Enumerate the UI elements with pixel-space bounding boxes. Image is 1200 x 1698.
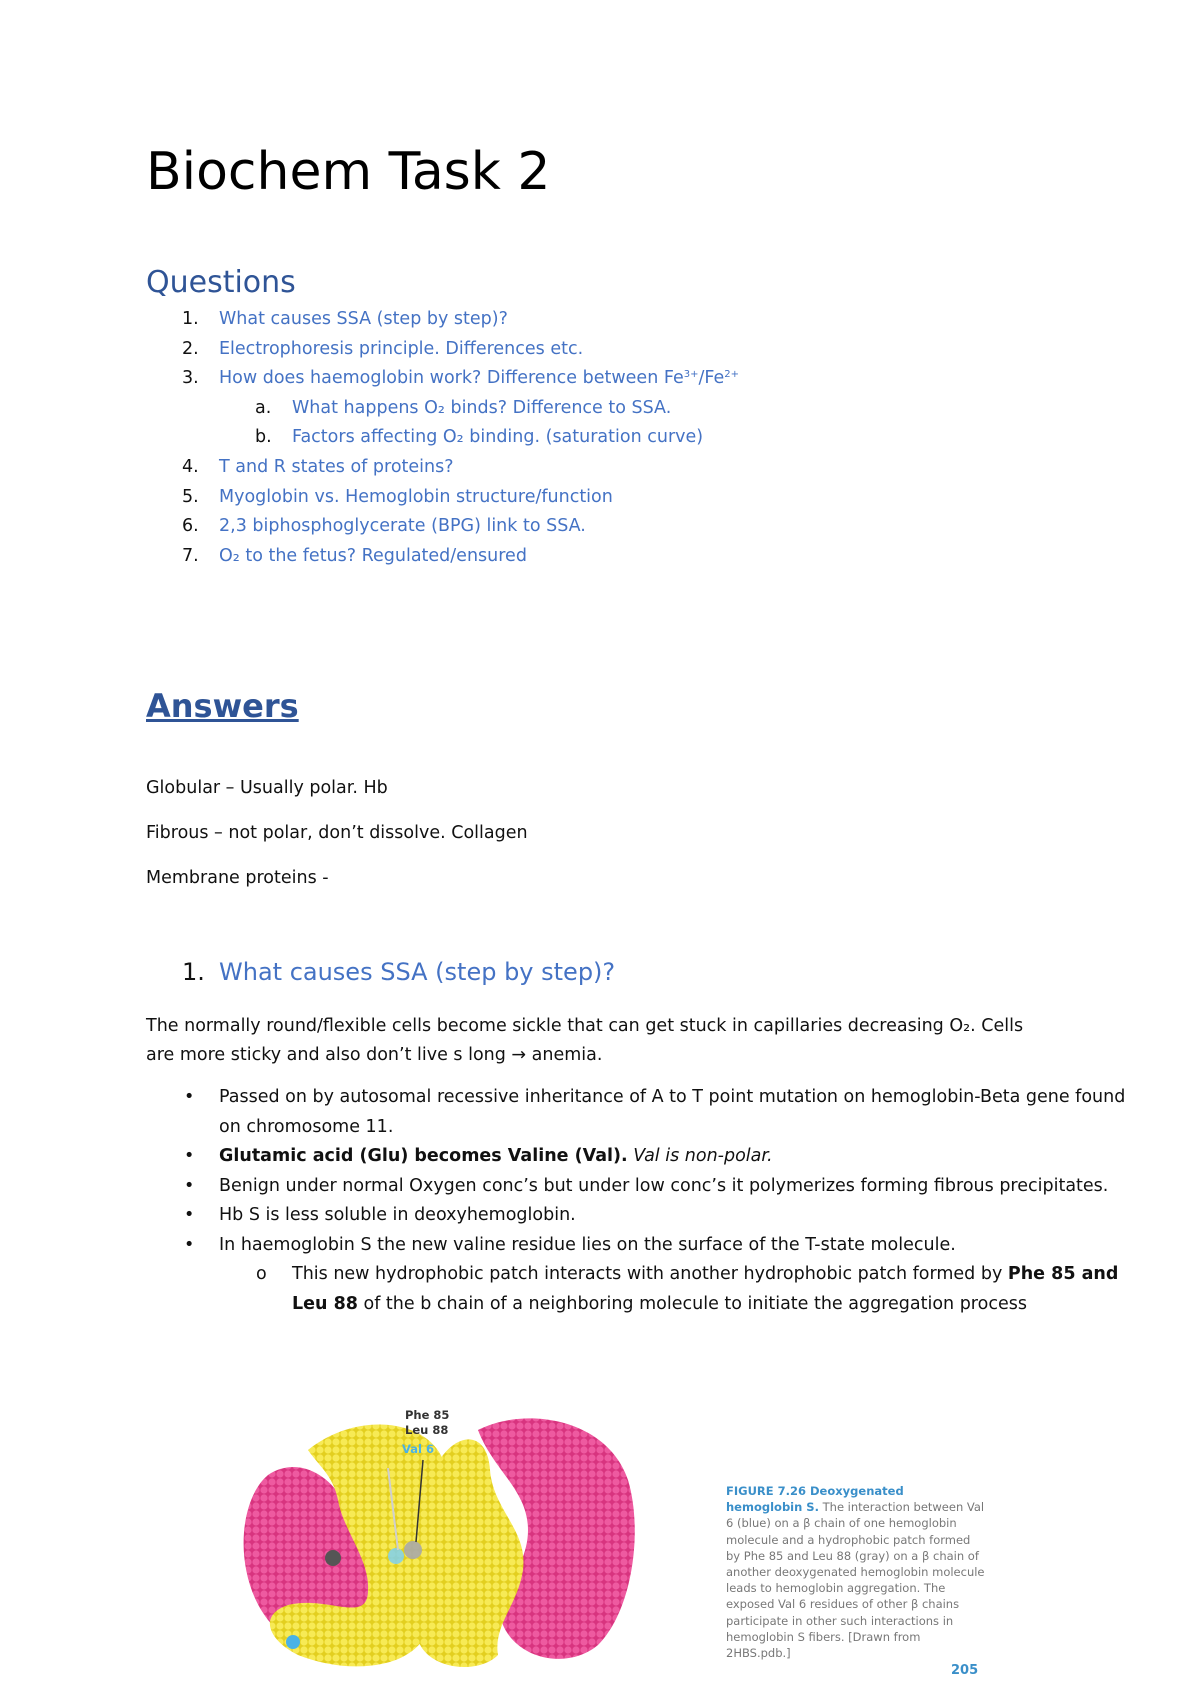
question-item: 1. What causes SSA (step by step)?: [146, 305, 1046, 335]
hydrophobic-patch-left: [325, 1550, 341, 1566]
page-number: 205: [951, 1663, 979, 1678]
hemoglobin-figure: [228, 1390, 728, 1675]
hemoglobin-s-molecule-image: [228, 1390, 728, 1675]
figure-label-phe: Phe 85: [405, 1408, 450, 1422]
questions-heading: Questions: [146, 265, 296, 300]
question-text: 2,3 biphosphoglycerate (BPG) link to SSA.: [219, 516, 586, 537]
question-text: T and R states of proteins?: [219, 456, 454, 477]
answer-paragraph: Membrane proteins -: [146, 868, 329, 888]
section-intro: The normally round/flexible cells become sickle that can get stuck in capillaries decreasing O₂. Cells are more sticky and also don’t live s long → anemia.: [146, 1016, 1024, 1065]
answers-heading: Answers: [146, 687, 299, 725]
question-item: 6. 2,3 biphosphoglycerate (BPG) link to SSA.: [146, 512, 1046, 542]
question-subitem: b. Factors affecting O₂ binding. (saturation curve): [146, 423, 1046, 453]
bullet-item: • Benign under normal Oxygen conc’s but under low conc’s it polymerizes forming fibrous precipitates.: [184, 1175, 1109, 1196]
question-text: O₂ to the fetus? Regulated/ensured: [219, 545, 527, 566]
question-text: Electrophoresis principle. Differences etc.: [219, 338, 584, 359]
val-6-residue-center: [388, 1548, 404, 1564]
question-text: What causes SSA (step by step)?: [219, 309, 508, 329]
figure-caption: FIGURE 7.26 Deoxygenated hemoglobin S. The interaction between Val 6 (blue) on a β chain of one hemoglobin molecule and a hydrophobic patch formed by Phe 85 and Leu 88 (gray) on a β chain of another deoxygenated hemoglobin molecule leads to hemoglobin aggregation. The exposed Val 6 residues of other β chains participate in other such interactions in hemoglobin S fibers. [Drawn from 2HBS.pdb.]: [726, 1484, 985, 1661]
questions-list: [146, 305, 1046, 571]
question-item: 5. Myoglobin vs. Hemoglobin structure/function: [146, 483, 1046, 513]
question-subitem: a. What happens O₂ binds? Difference to SSA.: [146, 394, 1046, 424]
sub-bullet-item: o This new hydrophobic patch interacts with another hydrophobic patch formed by Phe 85 and Leu 88 of the b chain of a neighboring molecule to initiate the aggregation process: [256, 1264, 1119, 1314]
document-page: Biochem Task 2 Questions 1. What causes SSA (step by step)? 2. Electrophoresis principle. Differences etc. 3. How does haemoglobin work? Difference between $Fe^{3+}/Fe^{2+}$ a. What happens O₂ binds? Difference to SSA. b. Factors affecting O₂ binding. (saturation curve) 4. T and R states of proteins? 5. Myoglobin vs. Hemoglobin structure/function 6. 2,3 biphosphoglycerate (BPG) link to SSA. 7. O₂ to the fetus? Regulated/ensured Answers Globular – Usually polar. Hb Fibrous – not polar, don’t dissolve. Collagen Membrane proteins - 1. What causes SSA (step by step)? The normally round/flexible cells become sickle that can get stuck in capillaries decreasing O₂. Cells are more sticky and also don’t live s long → anemia. • Passed on by autosomal recessive inheritance of A to T point mutation on hemoglobin-Beta gene found on chromosome 11. • Glutamic acid (Glu) becomes Valine (Val). Val is non-polar. • Benign under normal Oxygen conc’s but under low conc’s it polymerizes forming fibrous precipitates. • Hb S is less soluble in deoxyhemoglobin. • In haemoglobin S the new valine residue lies on the surface of the T-state molecule. o This new hydrophobic patch interacts with another hydrophobic patch formed by Phe 85 and Leu 88 of the b chain of a neighboring molecule to initiate the aggregation process Phe 85 Leu 88 Val 6 FIGURE 7.26 Deoxygenated hemoglobin S. The interaction between Val 6 (blue) on a β chain of one hemoglobin molecule and a hydrophobic patch formed by Phe 85 and Leu 88 (gray) on a β chain of another deoxygenated hemoglobin molecule leads to hemoglobin aggregation. The exposed Val 6 residues of other β chains participate in other such interactions in hemoglobin S fibers. [Drawn from 2HBS.pdb.] 205: [0, 0, 1200, 1698]
bullet-item: • In haemoglobin S the new valine residue lies on the surface of the T-state molecule.: [184, 1234, 956, 1255]
question-item: 2. Electrophoresis principle. Differences etc.: [146, 335, 1046, 365]
bullet-item: • Glutamic acid (Glu) becomes Valine (Val). Val is non-polar.: [184, 1146, 773, 1166]
answer-paragraph: Globular – Usually polar. Hb: [146, 778, 388, 798]
val-6-residue-left: [286, 1635, 300, 1649]
question-text: What happens O₂ binds? Difference to SSA.: [292, 397, 672, 418]
bullet-item: • Hb S is less soluble in deoxyhemoglobin.: [184, 1205, 576, 1225]
figure-label-val: Val 6: [402, 1442, 434, 1456]
question-text: Myoglobin vs. Hemoglobin structure/function: [219, 486, 613, 507]
question-item: 4. T and R states of proteins?: [146, 453, 1046, 483]
question-text: How does haemoglobin work? Difference between $Fe^{3+}/Fe^{2+}$: [219, 368, 740, 389]
page-title: Biochem Task 2: [146, 142, 551, 202]
question-item: 7. O₂ to the fetus? Regulated/ensured: [146, 542, 1046, 572]
hydrophobic-patch-right: [404, 1541, 422, 1559]
question-item: 3. How does haemoglobin work? Difference between $Fe^{3+}/Fe^{2+}$: [146, 364, 1046, 394]
section-bullets: [146, 1083, 1146, 1319]
bullet-item: • Passed on by autosomal recessive inheritance of A to T point mutation on hemoglobin-Beta gene found on chromosome 11.: [184, 1087, 1126, 1137]
figure-label-leu: Leu 88: [405, 1423, 449, 1437]
answer-paragraph: Fibrous – not polar, don’t dissolve. Collagen: [146, 823, 528, 843]
question-text: Factors affecting O₂ binding. (saturation curve): [292, 427, 704, 448]
